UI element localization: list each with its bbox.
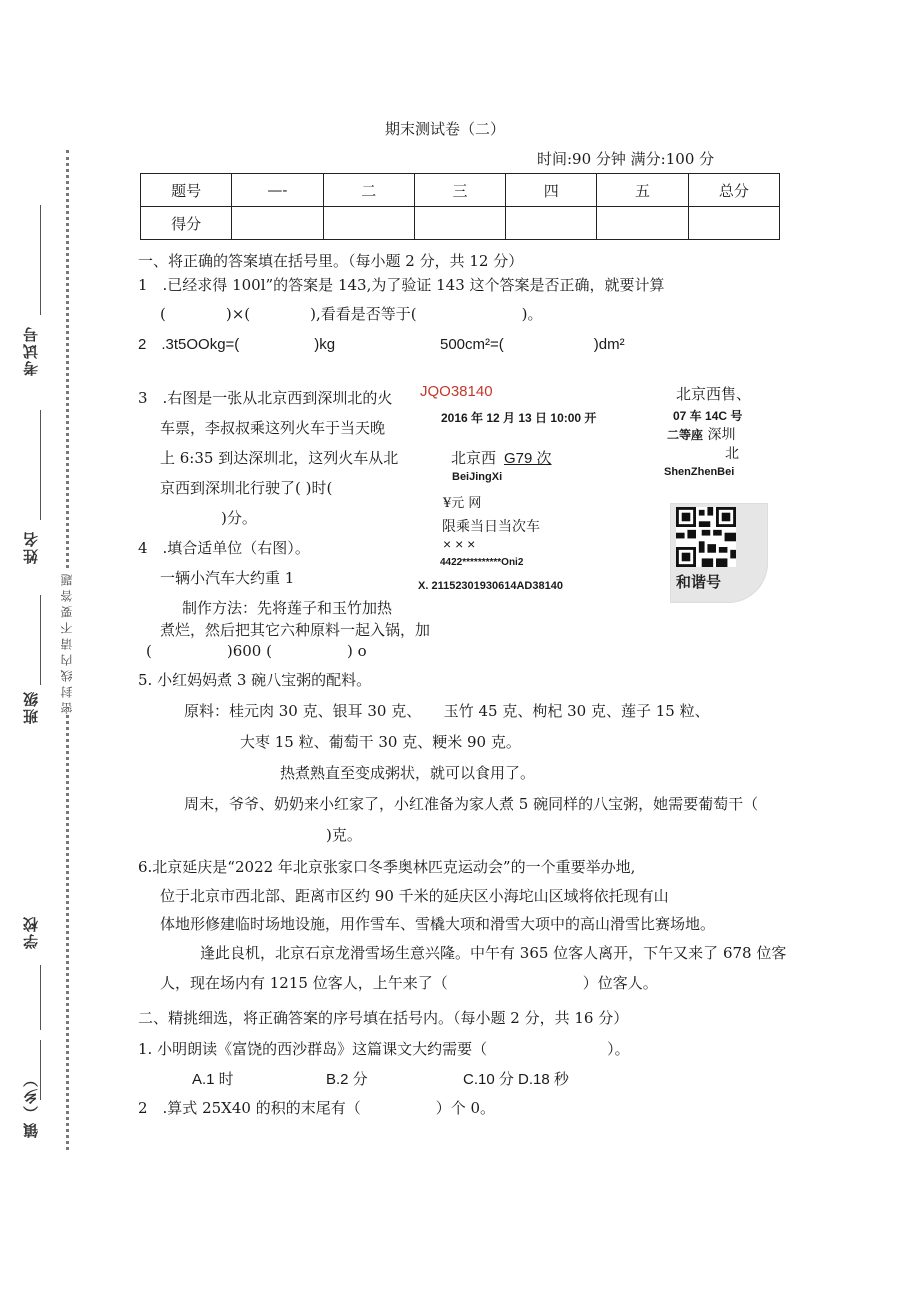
score-cell: 四 bbox=[506, 174, 597, 207]
town-label: 镇（乡） bbox=[22, 1070, 40, 1138]
ticket-to-pinyin: ShenZhenBei bbox=[664, 466, 735, 478]
score-table bbox=[140, 173, 780, 240]
q4-line3: 制作方法：先将莲子和玉竹加热 bbox=[182, 599, 393, 617]
score-table-header-row bbox=[141, 174, 780, 207]
score-cell: 三 bbox=[414, 174, 505, 207]
q6-line4: 逢此良机，北京石京龙滑雪场生意兴隆。中午有 365 位客人离开，下午又来了 678 位客 bbox=[200, 944, 787, 962]
score-input-cell[interactable] bbox=[688, 207, 779, 240]
score-input-cell[interactable] bbox=[506, 207, 597, 240]
q2-area: 500cm²=( )dm² bbox=[440, 336, 625, 353]
q3-line: )分。 bbox=[206, 509, 257, 527]
name-underline bbox=[40, 410, 41, 520]
ticket-id-no: 4422**********Oni2 bbox=[440, 557, 524, 568]
q1-line1: 1 .已经求得 100l”的答案是 143,为了验证 143 这个答案是否正确，就要计算 bbox=[138, 276, 665, 294]
school-underline bbox=[40, 965, 41, 1030]
ticket-depart-time: 2016 年 12 月 13 日 10:00 开 bbox=[441, 411, 597, 425]
q3-line: 3 .右图是一张从北京西到深圳北的火 bbox=[138, 389, 393, 407]
score-input-cell[interactable] bbox=[323, 207, 414, 240]
score-input-cell[interactable] bbox=[414, 207, 505, 240]
ticket-class: 二等座 bbox=[667, 428, 704, 442]
q6-line2: 位于北京市西北部、距离市区约 90 千米的延庆区小海坨山区域将依托现有山 bbox=[160, 887, 669, 905]
score-cell: —- bbox=[232, 174, 323, 207]
ticket-to-station-2: 北 bbox=[725, 446, 739, 462]
q6-line3: 体地形修建临时场地设施，用作雪车、雪橇大项和滑雪大项中的高山滑雪比赛场地。 bbox=[160, 915, 716, 933]
s2-q2: 2 .算式 25X40 的积的末尾有（ ）个 0。 bbox=[138, 1099, 496, 1117]
score-table-score-row bbox=[141, 207, 780, 240]
q5-method: 热煮熟直至变成粥状，就可以食用了。 bbox=[280, 764, 536, 782]
q3-line: 京西到深圳北行驶了( )时( bbox=[160, 479, 333, 497]
score-cell: 总分 bbox=[688, 174, 779, 207]
q3-line: 上 6:35 到达深圳北，这列火车从北 bbox=[160, 449, 399, 467]
qr-code-icon bbox=[676, 507, 736, 567]
ticket-price: ¥元 网 bbox=[443, 496, 482, 511]
ticket-limit: 限乘当日当次车 bbox=[442, 519, 540, 535]
ticket-car-seat: 07 车 14C 号 bbox=[673, 409, 743, 423]
score-input-cell[interactable] bbox=[232, 207, 323, 240]
ticket-qr-area bbox=[670, 503, 768, 603]
ticket-serial: X. 21152301930614AD38140 bbox=[418, 580, 563, 592]
class-underline bbox=[40, 595, 41, 685]
ticket-code: JQO38140 bbox=[420, 383, 493, 400]
page-title: 期末测试卷（二） bbox=[385, 120, 506, 138]
q1-line2: ( )×( ),看看是否等于( )。 bbox=[160, 305, 543, 323]
q5-answer: )克。 bbox=[326, 826, 362, 844]
score-cell: 题号 bbox=[141, 174, 232, 207]
ticket-train-no: G79 次 bbox=[504, 450, 552, 467]
s2-q1: 1. 小明朗读《富饶的西沙群岛》这篇课文大约需要（ ）。 bbox=[138, 1040, 630, 1058]
ticket-marks: × × × bbox=[443, 536, 476, 552]
q5-question: 周末，爷爷、奶奶来小红家了，小红准备为家人煮 5 碗同样的八宝粥，她需要葡萄干（ bbox=[184, 795, 759, 813]
q5-ingredients-1: 原料：桂元肉 30 克、银耳 30 克、 玉竹 45 克、枸杞 30 克、莲子 15 粒、 bbox=[184, 702, 710, 720]
q4-line1: 4 .填合适单位（右图）。 bbox=[138, 539, 310, 557]
time-info: 时间:90 分钟 满分:100 分 bbox=[537, 150, 715, 168]
ticket-sell-station: 北京西售、 bbox=[676, 385, 752, 403]
seal-notice: 密封线内请不要答题 bbox=[58, 570, 78, 714]
name-label: 姓名 bbox=[22, 530, 40, 564]
q2-mass: 2 .3t5OOkg=( )kg bbox=[138, 336, 336, 353]
q5-ingredients-2: 大枣 15 粒、葡萄干 30 克、粳米 90 克。 bbox=[240, 733, 521, 751]
q5-title: 5. 小红妈妈煮 3 碗八宝粥的配料。 bbox=[138, 671, 372, 689]
score-cell: 二 bbox=[323, 174, 414, 207]
school-label: 学校 bbox=[22, 915, 40, 949]
s2-q1-option-a: A.1 时 bbox=[192, 1071, 234, 1088]
ticket-to-station: 深圳 bbox=[707, 427, 736, 443]
q4-line2: 一辆小汽车大约重 1 bbox=[160, 569, 295, 587]
ticket-seat-class bbox=[667, 424, 735, 444]
s2-q1-option-cd: C.10 分 D.18 秒 bbox=[463, 1071, 569, 1088]
q4-line4: 煮烂，然后把其它六种原料一起入锅，加 bbox=[160, 621, 431, 639]
q6-line5: 人，现在场内有 1215 位客人，上午来了（ ）位客人。 bbox=[160, 974, 658, 992]
exam-no-label: 考试号 bbox=[22, 325, 40, 376]
q4-line5: ( )600 ( ) o bbox=[146, 642, 367, 660]
q3-line: 车票，李叔叔乘这列火车于当天晚 bbox=[160, 419, 386, 437]
qr-train-label: 和谐号 bbox=[676, 573, 722, 591]
exam-no-underline bbox=[40, 205, 41, 315]
q6-line1: 6.北京延庆是“2022 年北京张家口冬季奥林匹克运动会”的一个重要举办地, bbox=[138, 858, 636, 876]
ticket-from-pinyin: BeiJingXi bbox=[452, 471, 503, 483]
class-label: 班级 bbox=[22, 690, 40, 724]
score-cell: 得分 bbox=[141, 207, 232, 240]
section1-heading: 一、将正确的答案填在括号里。（每小题 2 分，共 12 分） bbox=[138, 252, 524, 270]
ticket-from-station: 北京西 bbox=[451, 449, 497, 467]
section2-heading: 二、精挑细选，将正确答案的序号填在括号内。（每小题 2 分，共 16 分） bbox=[138, 1009, 629, 1027]
s2-q1-option-b: B.2 分 bbox=[326, 1071, 368, 1088]
score-cell: 五 bbox=[597, 174, 688, 207]
score-input-cell[interactable] bbox=[597, 207, 688, 240]
